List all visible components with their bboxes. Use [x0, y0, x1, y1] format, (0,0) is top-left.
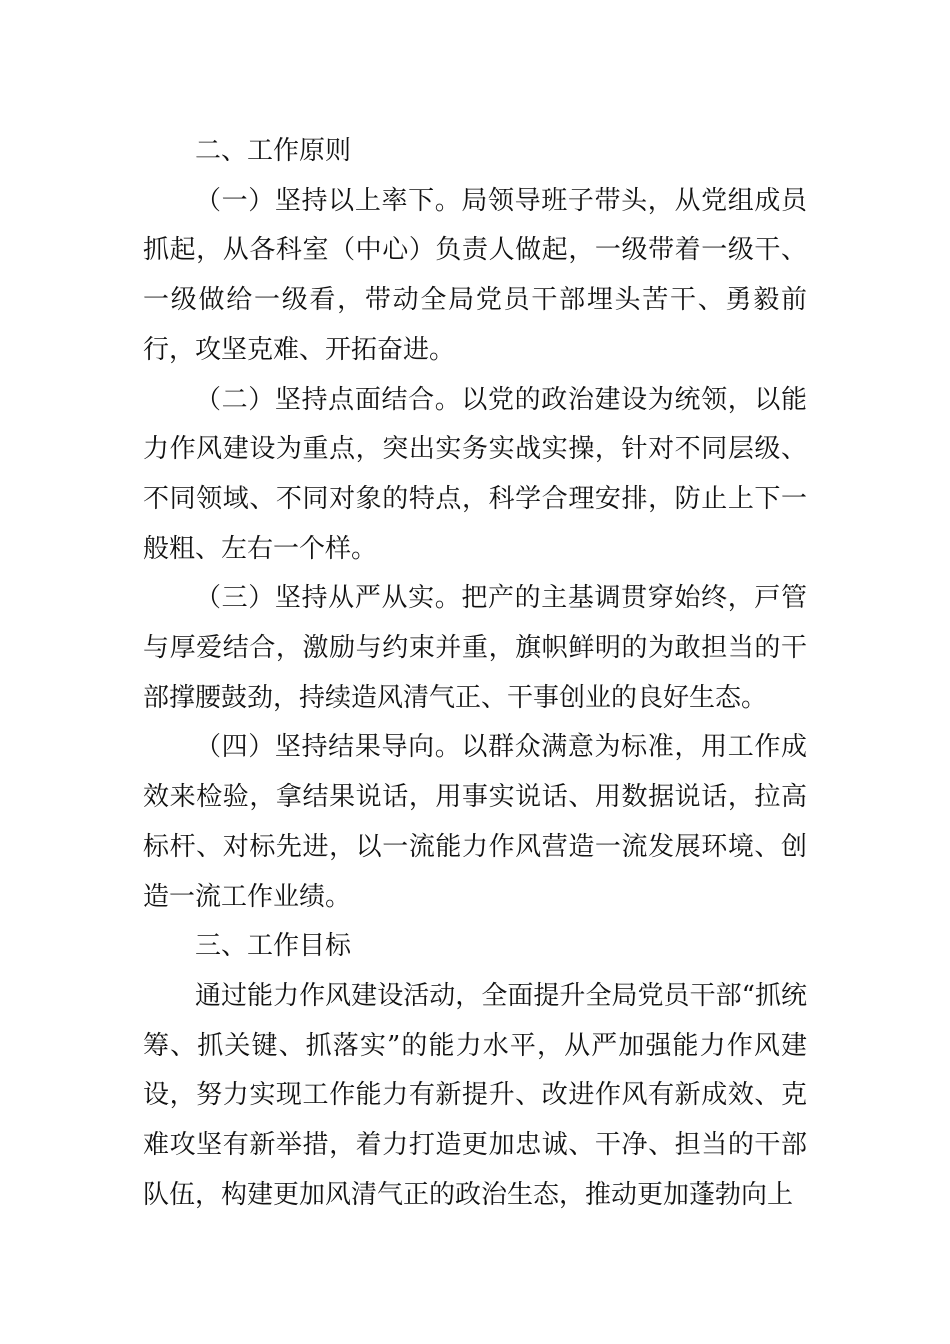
paragraph-principle-2: （二）坚持点面结合。以党的政治建设为统领，以能力作风建设为重点，突出实务实战实操，针对不同层级、不同领域、不同对象的特点，科学合理安排，防止上下一般粗、左右一个样。 — [143, 384, 807, 564]
section-heading-work-principles: 二、工作原则 — [195, 136, 352, 166]
document-body — [143, 127, 807, 1220]
paragraph-work-goals: 通过能力作风建设活动，全面提升全局党员干部“抓统筹、抓关键、抓落实”的能力水平，从严加强能力作风建设，努力实现工作能力有新提升、改进作风有新成效、克难攻坚有新举措，着力打造更加忠诚、干净、担当的干部队伍，构建更加风清气正的政治生态，推动更加蓬勃向上 — [143, 980, 807, 1210]
paragraph-principle-4: （四）坚持结果导向。以群众满意为标准，用工作成效来检验，拿结果说话，用事实说话、用数据说话，拉高标杆、对标先进，以一流能力作风营造一流发展环境、创造一流工作业绩。 — [143, 732, 807, 912]
section-heading-work-goals: 三、工作目标 — [195, 931, 352, 962]
paragraph-principle-1: （一）坚持以上率下。局领导班子带头，从党组成员抓起，从各科室（中心）负责人做起，一级带着一级干、一级做给一级看，带动全局党员干部埋头苦干、勇毅前行，攻坚克难、开拓奋进。 — [143, 185, 807, 365]
paragraph-principle-3: （三）坚持从严从实。把产的主基调贯穿始终，戸管与厚爱结合，激励与约束并重，旗帜鲜明的为敢担当的干部撑腰鼓劲，持续造风清气正、干事创业的良好生态。 — [143, 583, 807, 713]
